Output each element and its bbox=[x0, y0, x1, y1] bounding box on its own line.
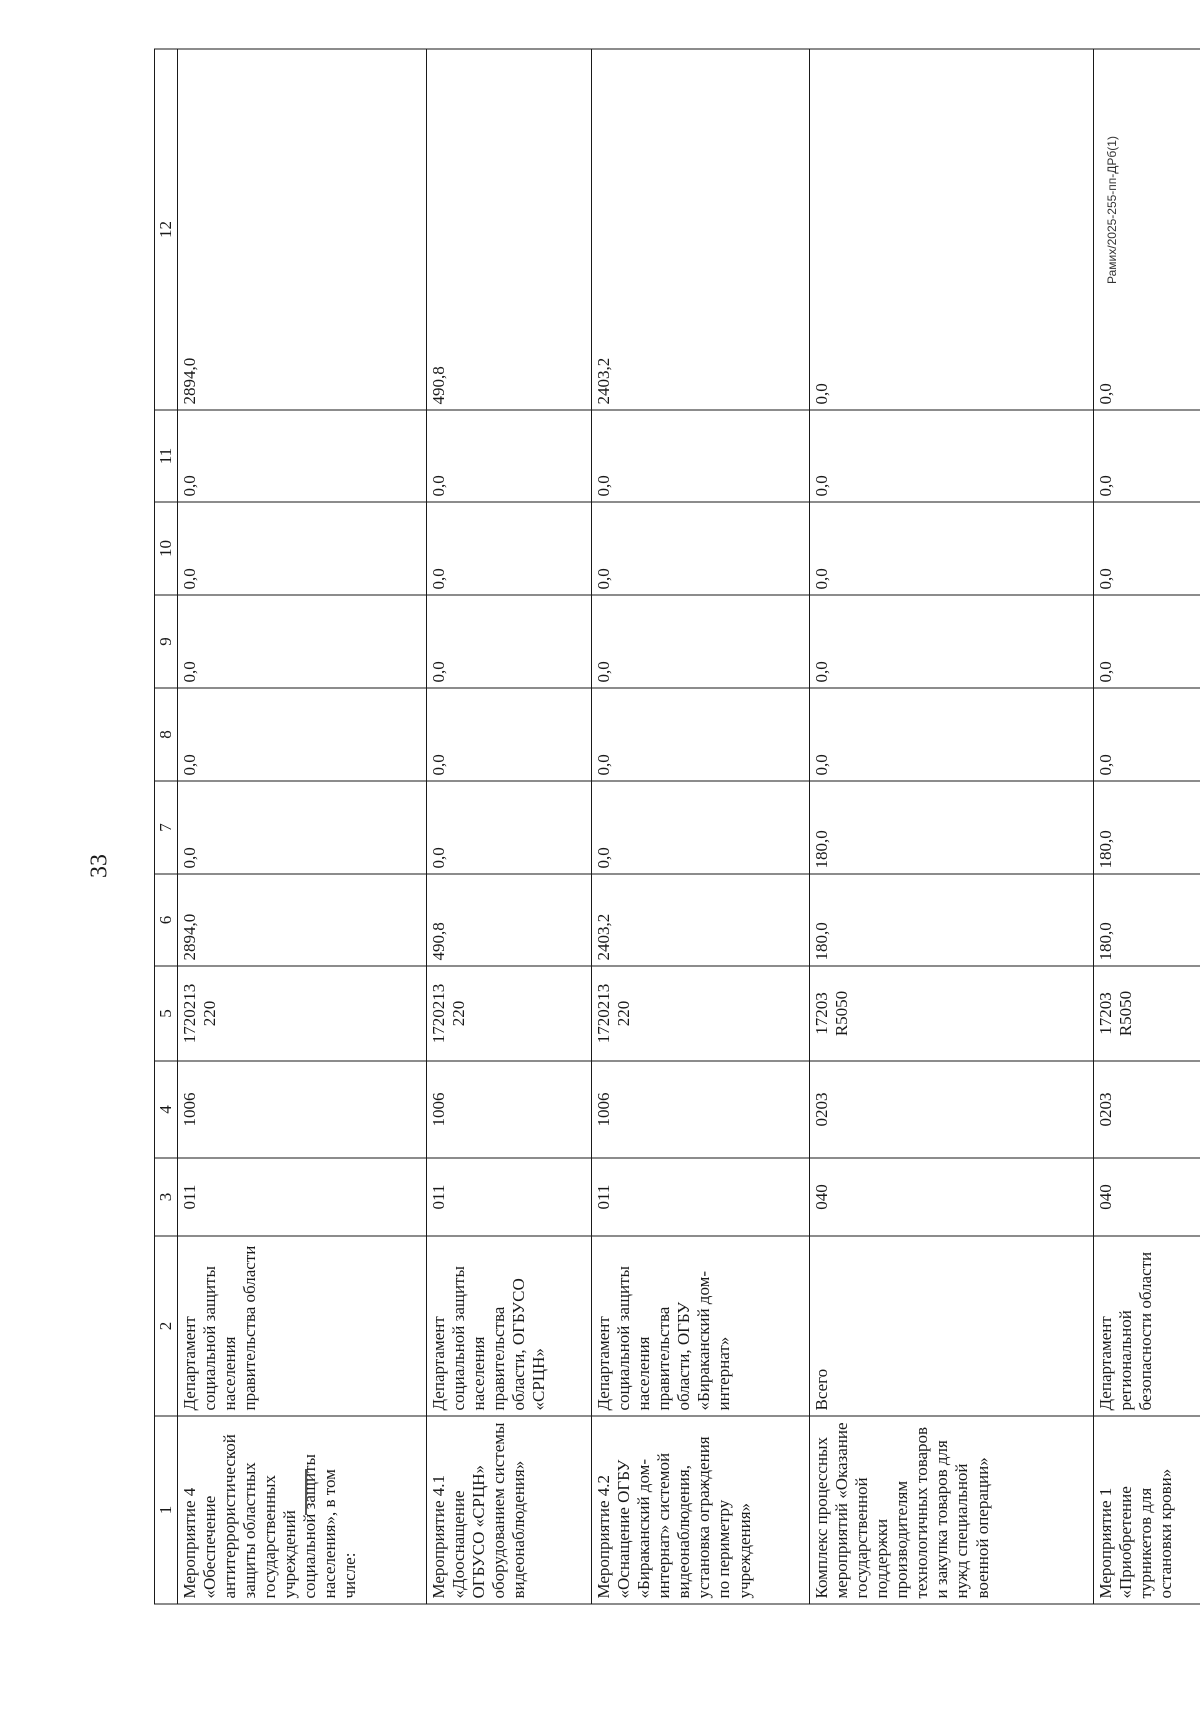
csr-cell: 17203 R5050 bbox=[1093, 966, 1200, 1061]
grbs-cell: 040 bbox=[1093, 1158, 1200, 1236]
value-cell: 2403,2 bbox=[592, 874, 810, 966]
value-cell: 0,0 bbox=[810, 502, 1093, 595]
value-cell: 0,0 bbox=[592, 781, 810, 874]
grbs-cell: 011 bbox=[592, 1158, 810, 1236]
activity-cell: Мероприятие 1 «Приобретение турникетов для остановки крови» bbox=[1093, 1416, 1200, 1604]
grbs-cell: 011 bbox=[178, 1158, 427, 1236]
grbs-cell: 011 bbox=[427, 1158, 592, 1236]
value-cell: 0,0 bbox=[1093, 49, 1200, 410]
csr-cell: 1720213 220 bbox=[592, 966, 810, 1061]
col-header-11: 11 bbox=[155, 410, 178, 502]
value-cell: 0,0 bbox=[810, 595, 1093, 688]
col-header-6: 6 bbox=[155, 874, 178, 966]
value-cell: 180,0 bbox=[1093, 781, 1200, 874]
grbs-cell: 040 bbox=[810, 1158, 1093, 1236]
header-row bbox=[155, 49, 178, 1604]
value-cell: 0,0 bbox=[592, 688, 810, 781]
budget-table-wrapper bbox=[154, 50, 1200, 1605]
activity-cell: Комплекс процессных мероприятий «Оказание государственной поддержки производителям технологичных товаров и закупка товаров для нужд специальной военной операции» bbox=[810, 1416, 1093, 1604]
value-cell: 490,8 bbox=[427, 49, 592, 410]
value-cell: 180,0 bbox=[1093, 874, 1200, 966]
executor-cell: Департамент социальной защиты населения правительства области, ОГБУ «Бираканский дом-интернат» bbox=[592, 1236, 810, 1416]
value-cell: 0,0 bbox=[810, 688, 1093, 781]
value-cell: 0,0 bbox=[178, 781, 427, 874]
rzpr-cell: 1006 bbox=[178, 1061, 427, 1158]
value-cell: 0,0 bbox=[592, 595, 810, 688]
value-cell: 2894,0 bbox=[178, 49, 427, 410]
table-row bbox=[592, 49, 810, 1604]
col-header-1: 1 bbox=[155, 1416, 178, 1604]
activity-cell: Мероприятие 4.1 «Дооснащение ОГБУСО «СРЦН» оборудованием системы видеонаблюдения» bbox=[427, 1416, 592, 1604]
csr-cell: 1720213 220 bbox=[178, 966, 427, 1061]
col-header-2: 2 bbox=[155, 1236, 178, 1416]
budget-table bbox=[154, 49, 1200, 1605]
value-cell: 2403,2 bbox=[592, 49, 810, 410]
col-header-5: 5 bbox=[155, 966, 178, 1061]
rzpr-cell: 0203 bbox=[810, 1061, 1093, 1158]
value-cell: 490,8 bbox=[427, 874, 592, 966]
page-number: 33 bbox=[86, 854, 113, 878]
col-header-7: 7 bbox=[155, 781, 178, 874]
value-cell: 0,0 bbox=[1093, 502, 1200, 595]
value-cell: 0,0 bbox=[427, 410, 592, 502]
value-cell: 0,0 bbox=[810, 410, 1093, 502]
col-header-9: 9 bbox=[155, 595, 178, 688]
executor-cell: Департамент региональной безопасности области bbox=[1093, 1236, 1200, 1416]
table-row bbox=[810, 49, 1093, 1604]
value-cell: 0,0 bbox=[427, 688, 592, 781]
value-cell: 0,0 bbox=[427, 781, 592, 874]
value-cell: 0,0 bbox=[178, 410, 427, 502]
value-cell: 0,0 bbox=[1093, 595, 1200, 688]
col-header-8: 8 bbox=[155, 688, 178, 781]
table-row bbox=[1093, 49, 1200, 1604]
col-header-4: 4 bbox=[155, 1061, 178, 1158]
value-cell: 0,0 bbox=[810, 49, 1093, 410]
value-cell: 0,0 bbox=[178, 688, 427, 781]
value-cell: 0,0 bbox=[427, 595, 592, 688]
value-cell: 0,0 bbox=[427, 502, 592, 595]
document-code: Рамих/2025-255-пп-ДРб(1) bbox=[1105, 136, 1119, 284]
executor-cell: Департамент социальной защиты населения правительства области, ОГБУСО «СРЦН» bbox=[427, 1236, 592, 1416]
value-cell: 0,0 bbox=[592, 502, 810, 595]
value-cell: 180,0 bbox=[810, 874, 1093, 966]
rzpr-cell: 1006 bbox=[592, 1061, 810, 1158]
col-header-12: 12 bbox=[155, 49, 178, 410]
table-row bbox=[427, 49, 592, 1604]
value-cell: 0,0 bbox=[178, 595, 427, 688]
csr-cell: 1720213 220 bbox=[427, 966, 592, 1061]
rzpr-cell: 1006 bbox=[427, 1061, 592, 1158]
value-cell: 2894,0 bbox=[178, 874, 427, 966]
executor-cell: Всего bbox=[810, 1236, 1093, 1416]
col-header-10: 10 bbox=[155, 502, 178, 595]
activity-cell: Мероприятие 4.2 «Оснащение ОГБУ «Бираканский дом-интернат» системой видеонаблюдения, установка ограждения по периметру учреждения» bbox=[592, 1416, 810, 1604]
value-cell: 0,0 bbox=[592, 410, 810, 502]
value-cell: 0,0 bbox=[1093, 688, 1200, 781]
executor-cell: Департамент социальной защиты населения правительства области bbox=[178, 1236, 427, 1416]
value-cell: 0,0 bbox=[178, 502, 427, 595]
table-row bbox=[178, 49, 427, 1604]
rzpr-cell: 0203 bbox=[1093, 1061, 1200, 1158]
activity-cell: Мероприятие 4 «Обеспечение антитеррористической защиты областных государственных учреждений социальной защиты населения», в том числе: bbox=[178, 1416, 427, 1604]
value-cell: 0,0 bbox=[1093, 410, 1200, 502]
csr-cell: 17203 R5050 bbox=[810, 966, 1093, 1061]
value-cell: 180,0 bbox=[810, 781, 1093, 874]
col-header-3: 3 bbox=[155, 1158, 178, 1236]
